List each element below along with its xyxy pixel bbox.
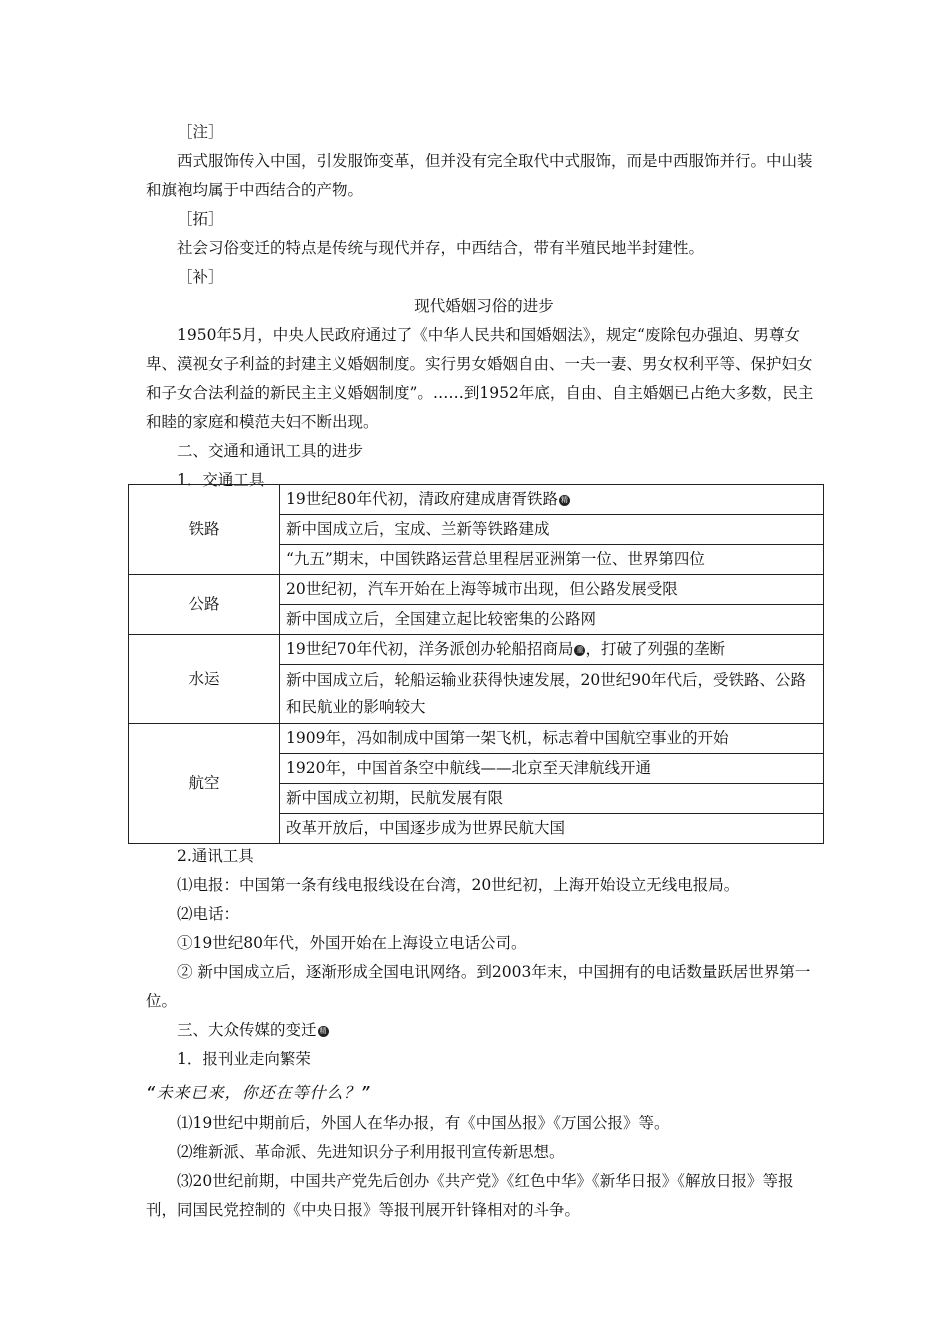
highway-row-1: 20世纪初，汽车开始在上海等城市出现，但公路发展受限: [280, 575, 824, 605]
marriage-text: 1950年5月，中央人民政府通过了《中华人民共和国婚姻法》，规定“废除包办强迫、男尊女卑、漠视女子利益的封建主义婚姻制度。实行男女婚姻自由、一夫一妻、男女权利平等、保护妇女和子女合法利益的新民主主义婚姻制度”。……到1952年底，自由、自主婚姻已占绝大多数，民主和睦的家庭和模范夫妇不断出现。: [146, 326, 814, 431]
handwritten-slogan: “未来已来，你还在等什么？”: [146, 1083, 372, 1102]
comm-subheading: 2.通讯工具: [177, 847, 254, 865]
key-point-badge-icon: 精: [560, 495, 568, 504]
water-row-2: 新中国成立后，轮船运输业获得快速发展，20世纪90年代后，受铁路、公路和民航业的影响较大: [280, 665, 824, 724]
section3-heading: [146, 1016, 822, 1045]
transport-table: [128, 484, 824, 844]
phone-item-2: ② 新中国成立后，逐渐形成全国电讯网络。到2003年末，中国拥有的电话数量跃居世界第一位。: [146, 963, 811, 1010]
table-row: [280, 635, 824, 665]
key-point-badge-icon: 精: [319, 1026, 327, 1035]
note-label-bu: ［补］: [177, 268, 224, 286]
highway-row-2: 新中国成立后，全国建立起比较密集的公路网: [280, 605, 824, 635]
note-label-zhu: ［注］: [177, 123, 224, 141]
note-label-tuo: ［拓］: [177, 210, 224, 228]
phone-item-1: ①19世纪80年代，外国开始在上海设立电话公司。: [177, 934, 527, 952]
press-item-3: ⑶20世纪前期，中国共产党先后创办《共产党》《红色中华》《新华日报》《解放日报》等报刊，同国民党控制的《中央日报》等报刊展开针锋相对的斗争。: [146, 1172, 794, 1219]
water-row-1a: 19世纪70年代初，洋务派创办轮船招商局: [286, 640, 574, 658]
category-railway: 铁路: [129, 485, 280, 575]
press-item-2: ⑵维新派、革命派、先进知识分子利用报刊宣传新思想。: [177, 1143, 565, 1161]
telegraph-text: ⑴电报：中国第一条有线电报线设在台湾，20世纪初，上海开始设立无线电报局。: [177, 876, 740, 894]
water-row-1b: ，打破了列强的垄断: [585, 640, 725, 658]
railway-row-3: “九五”期末，中国铁路运营总里程居亚洲第一位、世界第四位: [280, 545, 824, 575]
table-row: [280, 485, 824, 515]
note-text-tuo: 社会习俗变迁的特点是传统与现代并存，中西结合，带有半殖民地半封建性。: [177, 239, 705, 257]
transport-subheading: 1．交通工具: [177, 471, 265, 489]
section2-heading: 二、交通和通讯工具的进步: [177, 442, 364, 460]
aviation-row-2: 1920年，中国首条空中航线——北京至天津航线开通: [280, 754, 824, 784]
aviation-row-3: 新中国成立初期，民航发展有限: [280, 784, 824, 814]
category-highway: 公路: [129, 575, 280, 635]
aviation-row-4: 改革开放后，中国逐步成为世界民航大国: [280, 814, 824, 844]
lower-text: [146, 842, 822, 1225]
note-text-zhu: 西式服饰传入中国，引发服饰变革，但并没有完全取代中式服饰，而是中西服饰并行。中山装和旗袍均属于中西结合的产物。: [146, 152, 813, 199]
upper-text: [146, 118, 822, 495]
railway-row-2: 新中国成立后，宝成、兰新等铁路建成: [280, 515, 824, 545]
marriage-title: 现代婚姻习俗的进步: [414, 297, 554, 315]
aviation-row-1: 1909年，冯如制成中国第一架飞机，标志着中国航空事业的开始: [280, 724, 824, 754]
section3-heading-text: 三、大众传媒的变迁: [177, 1021, 317, 1039]
category-water: 水运: [129, 635, 280, 724]
press-subheading: 1．报刊业走向繁荣: [177, 1050, 311, 1068]
press-item-1: ⑴19世纪中期前后，外国人在华办报，有《中国丛报》《万国公报》等。: [177, 1114, 670, 1132]
railway-row-1: 19世纪80年代初，清政府建成唐胥铁路: [286, 490, 558, 508]
important-badge-icon: 重: [576, 645, 584, 654]
category-aviation: 航空: [129, 724, 280, 844]
phone-label: ⑵电话：: [177, 905, 240, 923]
